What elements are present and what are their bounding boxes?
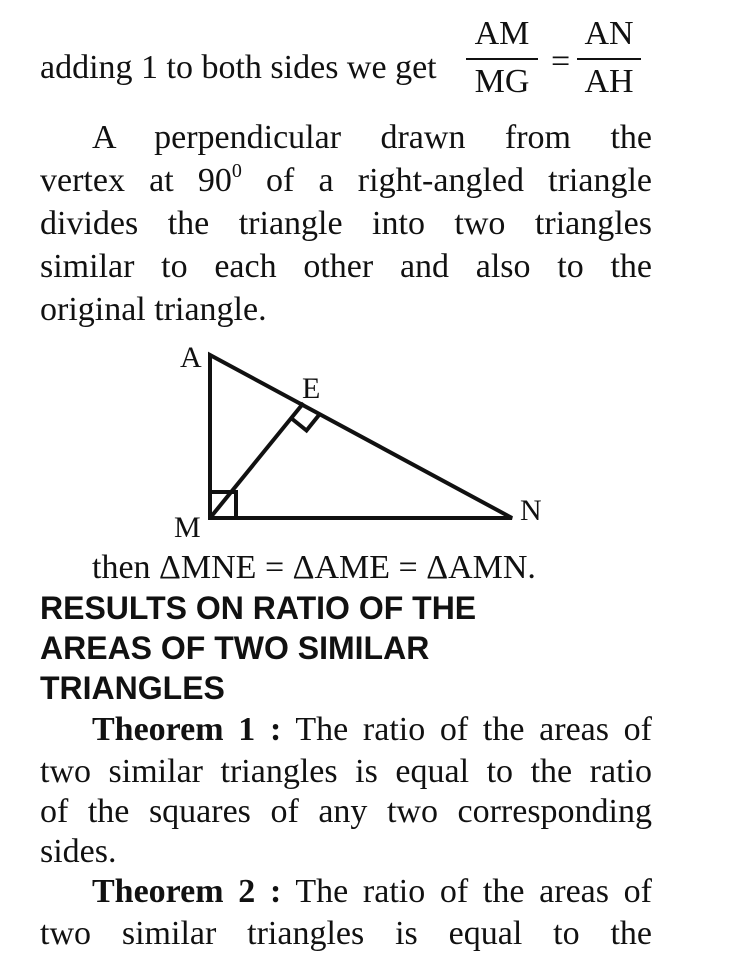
right-triangle-figure: [170, 340, 550, 550]
section-heading-line-3: TRIANGLES: [40, 670, 225, 706]
equals-sign: =: [551, 43, 571, 80]
fraction-an-over-ah: [577, 16, 641, 100]
theorem2-label: Theorem 2 :: [92, 873, 282, 910]
vertex-label-m: M: [174, 511, 201, 544]
fraction-denominator: AH: [584, 63, 634, 100]
theorem1-line-2: two similar triangles is equal to the ratio: [40, 753, 652, 790]
similarity-statement: then ΔMNE = ΔAME = ΔAMN.: [92, 549, 536, 586]
section-heading-line-1: RESULTS ON RATIO OF THE: [40, 590, 477, 626]
paragraph1-line-3: divides the triangle into two triangles: [40, 205, 652, 242]
intro-text: [40, 46, 437, 89]
theorem1-line-1: Theorem 1 : The ratio of the areas of: [92, 711, 652, 748]
degree-mark: 0: [231, 160, 242, 182]
theorem2-line-2: two similar triangles is equal to the: [40, 915, 652, 952]
section-heading-line-2: AREAS OF TWO SIMILAR: [40, 630, 430, 666]
paragraph1-line-4: similar to each other and also to the: [40, 248, 652, 285]
theorem2-line-1: Theorem 2 : The ratio of the areas of: [92, 873, 652, 910]
triangle-amn: [210, 355, 512, 518]
vertex-label-a: A: [180, 341, 202, 374]
theorem1-label: Theorem 1 :: [92, 711, 282, 748]
fraction-numerator: AM: [474, 15, 530, 52]
fraction-am-over-mg: [466, 16, 538, 100]
paragraph1-line-5: original triangle.: [40, 291, 267, 328]
right-angle-marker-e: [291, 415, 319, 431]
fraction-denominator: MG: [474, 63, 530, 100]
theorem1-line-4: sides.: [40, 833, 117, 870]
vertex-label-e: E: [302, 372, 321, 405]
intro-sentence: adding 1 to both sides we get: [40, 49, 437, 86]
fraction-numerator: AN: [584, 15, 634, 52]
theorem1-line-3: of the squares of any two corresponding: [40, 793, 652, 830]
altitude-me: [210, 403, 304, 518]
paragraph1-line-1: A perpendicular drawn from the: [92, 119, 652, 156]
paragraph1-line-2: vertex at $90^0$ of a right-angled triangle: [40, 160, 652, 199]
vertex-label-n: N: [520, 494, 542, 527]
